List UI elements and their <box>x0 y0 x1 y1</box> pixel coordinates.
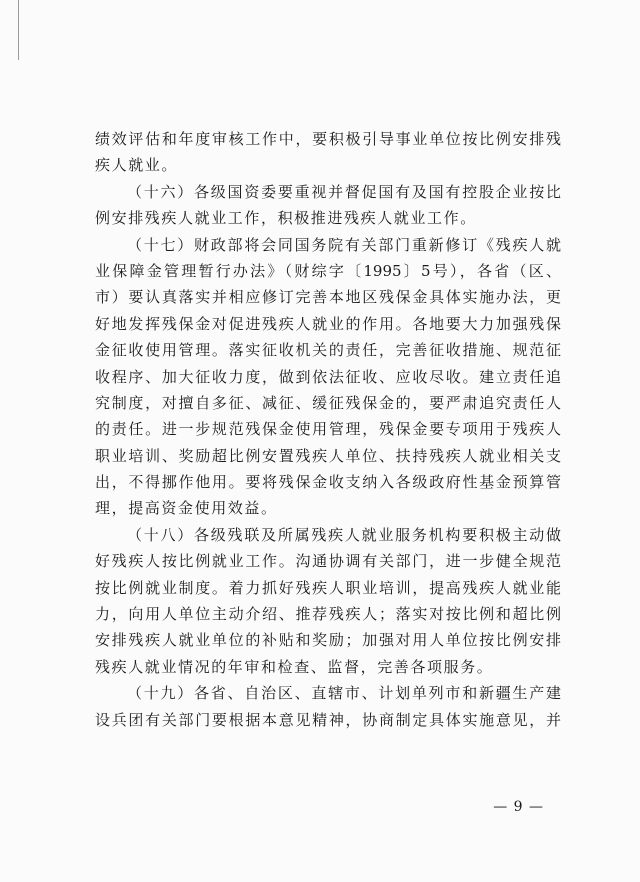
text-line: 力，向用人单位主动介绍、推荐残疾人；落实对按比例和超比例 <box>95 605 561 624</box>
text-line: 好地发挥残保金对促进残疾人就业的作用。各地要大力加强残保 <box>95 314 561 333</box>
text-line: （十九）各省、自治区、直辖市、计划单列市和新疆生产建 <box>127 684 561 703</box>
page-number: — 9 — <box>493 799 544 815</box>
text-line: 疾人就业。 <box>95 156 179 175</box>
text-line: 的责任。进一步规范残保金使用管理，残保金要专项用于残疾人 <box>95 420 561 439</box>
text-line: （十八）各级残联及所属残疾人就业服务机构要积极主动做 <box>127 525 561 544</box>
text-line: 究制度，对擅自多征、减征、缓征残保金的，要严肃追究责任人 <box>95 393 561 412</box>
scan-edge-line <box>18 0 19 60</box>
text-line: 业保障金管理暂行办法》（财综字〔1995〕5号），各省（区、 <box>95 261 561 280</box>
text-line: （十六）各级国资委要重视并督促国有及国有控股企业按比 <box>127 182 561 201</box>
text-line: 安排残疾人就业单位的补贴和奖励；加强对用人单位按比例安排 <box>95 631 561 650</box>
text-line: 残疾人就业情况的年审和检查、监督，完善各项服务。 <box>95 657 494 676</box>
text-line: 绩效评估和年度审核工作中，要积极引导事业单位按比例安排残 <box>95 130 561 148</box>
text-line: 金征收使用管理。落实征收机关的责任，完善征收措施、规范征 <box>95 341 561 360</box>
text-line: 设兵团有关部门要根据本意见精神，协商制定具体实施意见，并 <box>95 710 561 729</box>
text-line: 收程序、加大征收力度，做到依法征收、应收尽收。建立责任追 <box>95 367 561 386</box>
text-line: 好残疾人按比例就业工作。沟通协调有关部门，进一步健全规范 <box>95 552 561 571</box>
text-line: （十七）财政部将会同国务院有关部门重新修订《残疾人就 <box>127 235 561 254</box>
text-line: 职业培训、奖励超比例安置残疾人单位、扶持残疾人就业相关支 <box>95 446 561 465</box>
text-line: 例安排残疾人就业工作，积极推进残疾人就业工作。 <box>95 209 477 228</box>
document-body <box>95 126 561 733</box>
text-line: 出，不得挪作他用。要将残保金收支纳入各级政府性基金预算管 <box>95 473 561 492</box>
text-line: 市）要认真落实并相应修订完善本地区残保金具体实施办法，更 <box>95 288 561 307</box>
text-line: 理，提高资金使用效益。 <box>95 499 278 518</box>
text-line: 按比例就业制度。着力抓好残疾人职业培训，提高残疾人就业能 <box>95 578 561 597</box>
